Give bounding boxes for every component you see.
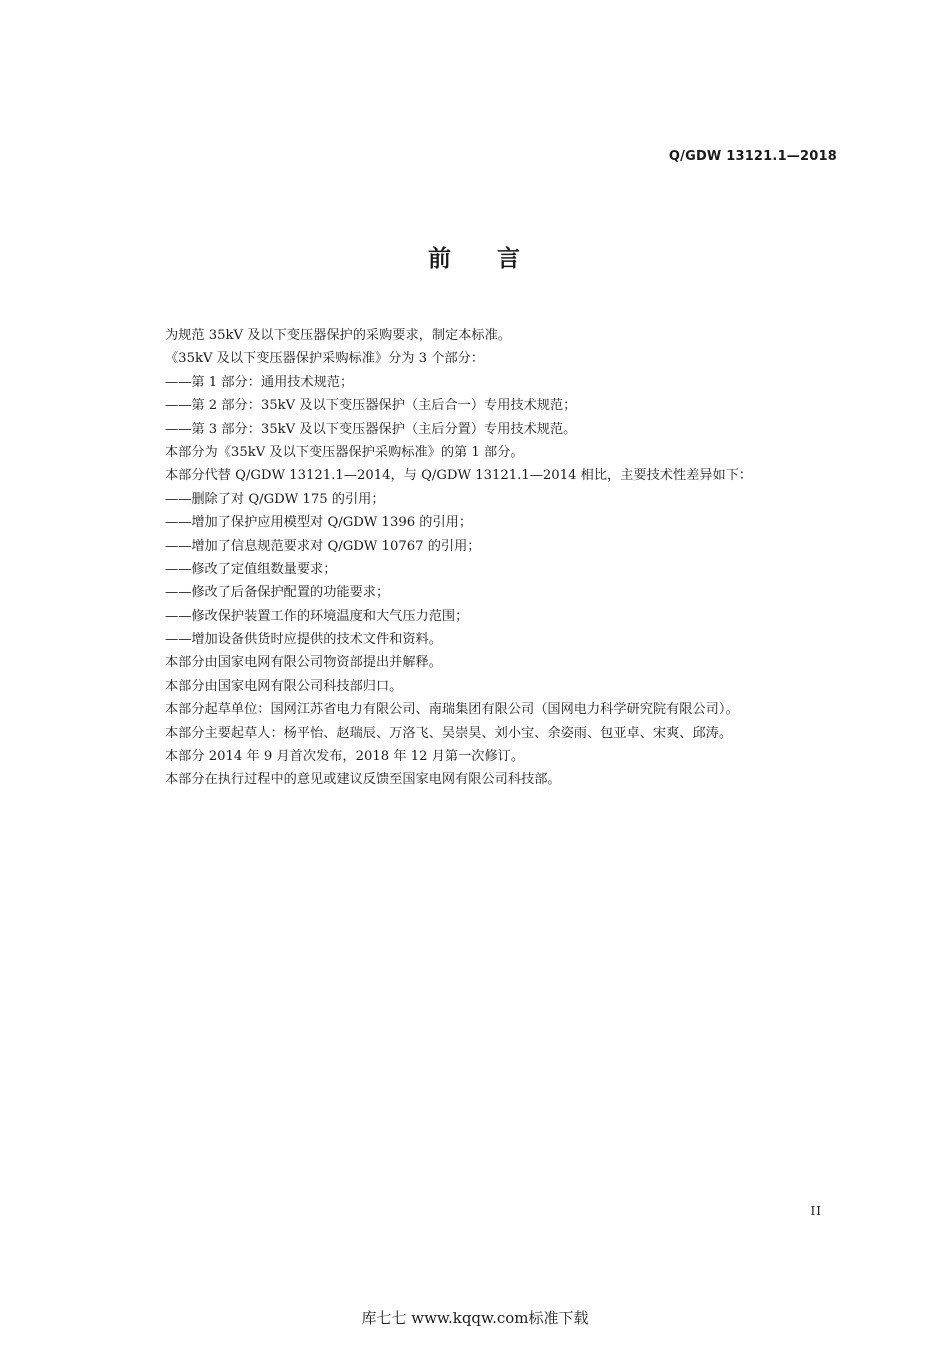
paragraph: 本部分起草单位：国网江苏省电力有限公司、南瑞集团有限公司（国网电力科学研究院有限公司）。: [165, 702, 739, 718]
footer-watermark: 库七七 www.kqqw.com标准下载: [361, 1309, 589, 1327]
page-title: [0, 240, 950, 273]
paragraph: 为规范 35kV 及以下变压器保护的采购要求，制定本标准。: [165, 328, 511, 343]
list-item: ——第 2 部分：35kV 及以下变压器保护（主后合一）专用技术规范；: [165, 398, 577, 414]
title-char-2: 言: [497, 246, 522, 272]
title-char-1: 前: [428, 246, 453, 272]
list-item: ——增加了信息规范要求对 Q/GDW 10767 的引用；: [165, 538, 481, 554]
paragraph: 本部分为《35kV 及以下变压器保护采购标准》的第 1 部分。: [165, 444, 524, 460]
foreword-body: [165, 324, 865, 792]
list-item: ——第 1 部分：通用技术规范；: [165, 374, 354, 390]
standard-code: Q/GDW 13121.1—2018: [668, 149, 837, 164]
list-item: ——第 3 部分：35kV 及以下变压器保护（主后分置）专用技术规范。: [165, 421, 577, 437]
paragraph: 本部分由国家电网有限公司物资部提出并解释。: [165, 655, 442, 671]
list-item: ——修改保护装置工作的环境温度和大气压力范围；: [165, 608, 469, 624]
paragraph: 本部分 2014 年 9 月首次发布，2018 年 12 月第一次修订。: [165, 749, 525, 765]
paragraph: 本部分在执行过程中的意见或建议反馈至国家电网有限公司科技部。: [165, 772, 561, 788]
paragraph: 《35kV 及以下变压器保护采购标准》分为 3 个部分：: [165, 351, 485, 367]
page-number: II: [810, 1204, 822, 1218]
paragraph: 本部分代替 Q/GDW 13121.1—2014，与 Q/GDW 13121.1—2014 相比，主要技术性差异如下：: [165, 468, 753, 484]
list-item: ——增加设备供货时应提供的技术文件和资料。: [165, 632, 442, 648]
list-item: ——增加了保护应用模型对 Q/GDW 1396 的引用；: [165, 515, 473, 531]
paragraph: 本部分主要起草人：杨平怡、赵瑞辰、万洛飞、吴崇昊、刘小宝、余姿雨、包亚卓、宋爽、邱涛。: [165, 725, 733, 741]
list-item: ——删除了对 Q/GDW 175 的引用；: [165, 491, 385, 507]
paragraph: 本部分由国家电网有限公司科技部归口。: [165, 678, 403, 694]
list-item: ——修改了后备保护配置的功能要求；: [165, 585, 390, 601]
list-item: ——修改了定值组数量要求；: [165, 561, 337, 577]
